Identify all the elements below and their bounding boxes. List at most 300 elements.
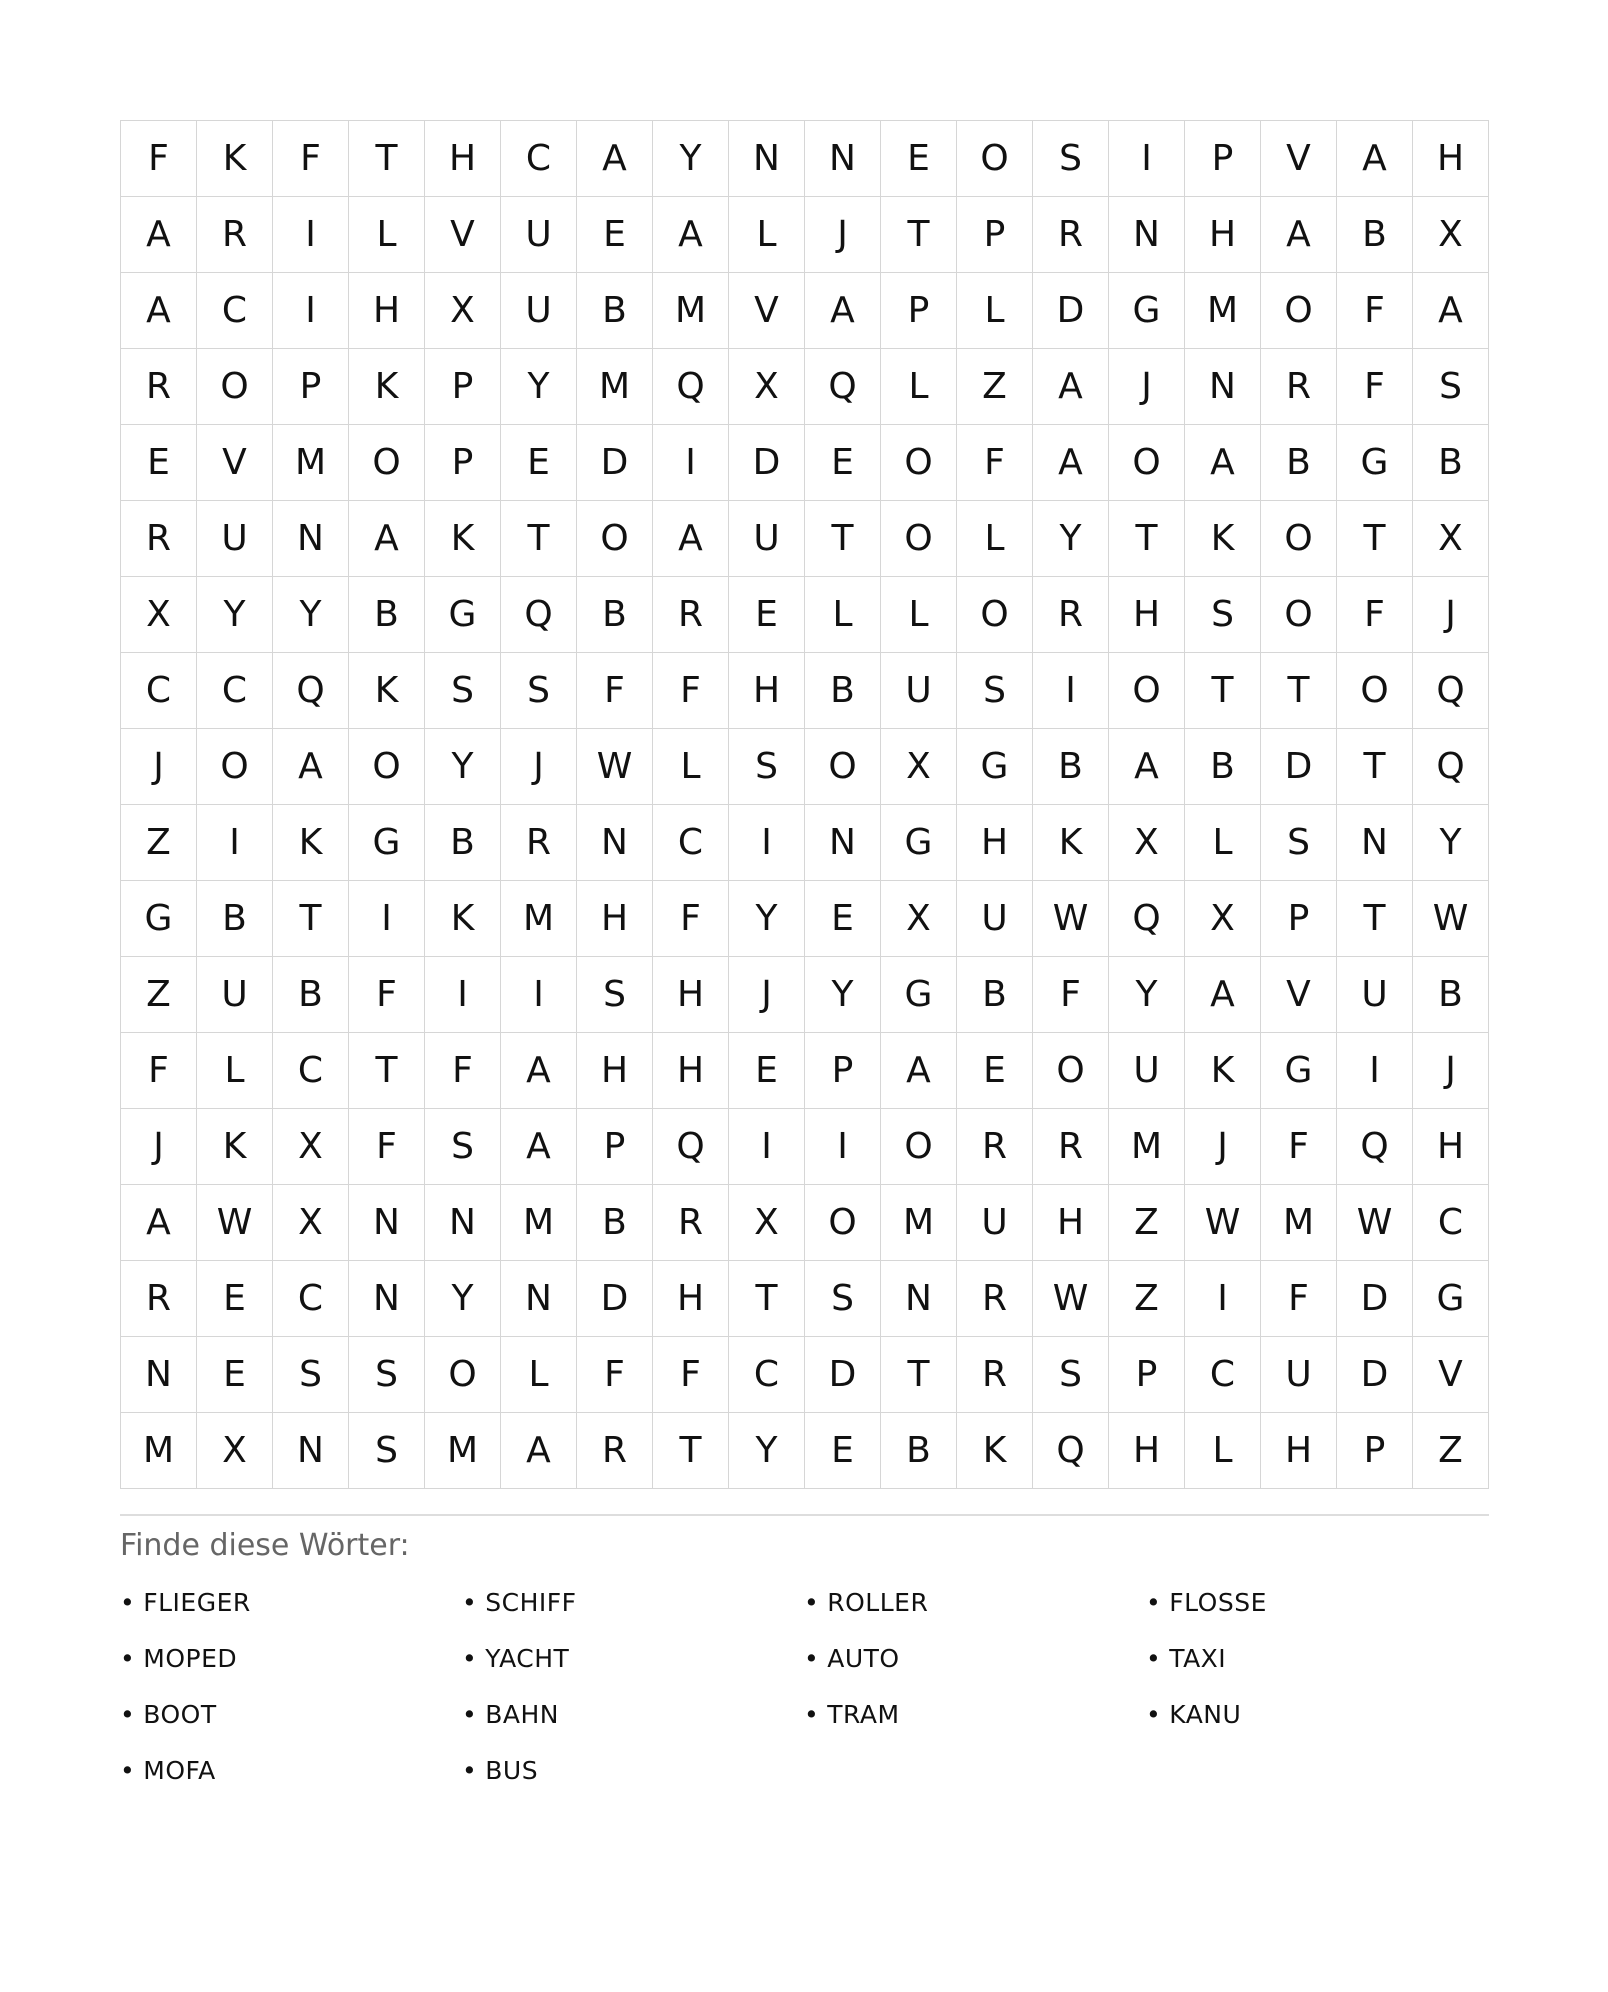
grid-cell[interactable]: F — [273, 121, 349, 197]
grid-cell[interactable]: F — [1261, 1109, 1337, 1185]
grid-cell[interactable]: V — [1413, 1337, 1489, 1413]
grid-cell[interactable]: F — [1261, 1261, 1337, 1337]
grid-cell[interactable]: O — [349, 729, 425, 805]
grid-cell[interactable]: D — [577, 425, 653, 501]
grid-cell[interactable]: Y — [273, 577, 349, 653]
grid-cell[interactable]: I — [1185, 1261, 1261, 1337]
grid-cell[interactable]: L — [729, 197, 805, 273]
grid-cell[interactable]: A — [501, 1413, 577, 1489]
grid-cell[interactable]: P — [273, 349, 349, 425]
grid-cell[interactable]: N — [349, 1261, 425, 1337]
grid-cell[interactable]: A — [349, 501, 425, 577]
grid-cell[interactable]: B — [1261, 425, 1337, 501]
grid-cell[interactable]: E — [881, 121, 957, 197]
grid-cell[interactable]: R — [957, 1109, 1033, 1185]
grid-cell[interactable]: Q — [1033, 1413, 1109, 1489]
grid-cell[interactable]: O — [1033, 1033, 1109, 1109]
grid-cell[interactable]: W — [1413, 881, 1489, 957]
grid-cell[interactable]: S — [1413, 349, 1489, 425]
grid-cell[interactable]: U — [501, 273, 577, 349]
grid-cell[interactable]: K — [1033, 805, 1109, 881]
grid-cell[interactable]: B — [881, 1413, 957, 1489]
grid-cell[interactable]: B — [957, 957, 1033, 1033]
grid-cell[interactable]: H — [577, 881, 653, 957]
grid-cell[interactable]: R — [121, 501, 197, 577]
grid-cell[interactable]: M — [1261, 1185, 1337, 1261]
grid-cell[interactable]: N — [805, 121, 881, 197]
grid-cell[interactable]: Q — [653, 349, 729, 425]
grid-cell[interactable]: H — [729, 653, 805, 729]
grid-cell[interactable]: R — [1033, 1109, 1109, 1185]
grid-cell[interactable]: G — [349, 805, 425, 881]
grid-cell[interactable]: I — [273, 197, 349, 273]
grid-cell[interactable]: J — [121, 729, 197, 805]
grid-cell[interactable]: C — [273, 1033, 349, 1109]
grid-cell[interactable]: N — [729, 121, 805, 197]
grid-cell[interactable]: G — [881, 805, 957, 881]
grid-cell[interactable]: J — [1185, 1109, 1261, 1185]
grid-cell[interactable]: F — [349, 1109, 425, 1185]
grid-cell[interactable]: U — [1261, 1337, 1337, 1413]
grid-cell[interactable]: E — [729, 577, 805, 653]
grid-cell[interactable]: F — [653, 881, 729, 957]
grid-cell[interactable]: S — [577, 957, 653, 1033]
grid-cell[interactable]: N — [1109, 197, 1185, 273]
grid-cell[interactable]: T — [1337, 729, 1413, 805]
grid-cell[interactable]: I — [425, 957, 501, 1033]
grid-cell[interactable]: K — [425, 501, 501, 577]
grid-cell[interactable]: B — [577, 1185, 653, 1261]
grid-cell[interactable]: A — [273, 729, 349, 805]
grid-cell[interactable]: K — [197, 121, 273, 197]
grid-cell[interactable]: O — [1261, 501, 1337, 577]
grid-cell[interactable]: K — [957, 1413, 1033, 1489]
grid-cell[interactable]: Q — [1337, 1109, 1413, 1185]
grid-cell[interactable]: P — [425, 349, 501, 425]
grid-cell[interactable]: T — [273, 881, 349, 957]
grid-cell[interactable]: W — [577, 729, 653, 805]
grid-cell[interactable]: Q — [653, 1109, 729, 1185]
grid-cell[interactable]: J — [729, 957, 805, 1033]
grid-cell[interactable]: H — [957, 805, 1033, 881]
grid-cell[interactable]: R — [1033, 577, 1109, 653]
grid-cell[interactable]: O — [1109, 425, 1185, 501]
grid-cell[interactable]: C — [197, 273, 273, 349]
grid-cell[interactable]: E — [197, 1337, 273, 1413]
grid-cell[interactable]: O — [1261, 273, 1337, 349]
grid-cell[interactable]: U — [197, 957, 273, 1033]
grid-cell[interactable]: I — [273, 273, 349, 349]
grid-cell[interactable]: L — [1185, 1413, 1261, 1489]
grid-cell[interactable]: F — [653, 653, 729, 729]
grid-cell[interactable]: Q — [805, 349, 881, 425]
grid-cell[interactable]: A — [1109, 729, 1185, 805]
grid-cell[interactable]: A — [1261, 197, 1337, 273]
grid-cell[interactable]: A — [1185, 957, 1261, 1033]
grid-cell[interactable]: O — [1337, 653, 1413, 729]
grid-cell[interactable]: M — [425, 1413, 501, 1489]
grid-cell[interactable]: L — [805, 577, 881, 653]
grid-cell[interactable]: C — [197, 653, 273, 729]
grid-cell[interactable]: J — [121, 1109, 197, 1185]
grid-cell[interactable]: R — [121, 349, 197, 425]
grid-cell[interactable]: Z — [121, 957, 197, 1033]
grid-cell[interactable]: I — [501, 957, 577, 1033]
grid-cell[interactable]: A — [577, 121, 653, 197]
grid-cell[interactable]: V — [425, 197, 501, 273]
grid-cell[interactable]: Z — [1109, 1185, 1185, 1261]
grid-cell[interactable]: L — [881, 349, 957, 425]
grid-cell[interactable]: F — [121, 1033, 197, 1109]
grid-cell[interactable]: Y — [501, 349, 577, 425]
grid-cell[interactable]: T — [1261, 653, 1337, 729]
grid-cell[interactable]: B — [1413, 957, 1489, 1033]
grid-cell[interactable]: F — [1033, 957, 1109, 1033]
grid-cell[interactable]: L — [957, 273, 1033, 349]
grid-cell[interactable]: S — [1261, 805, 1337, 881]
grid-cell[interactable]: Y — [729, 881, 805, 957]
grid-cell[interactable]: B — [1185, 729, 1261, 805]
grid-cell[interactable]: X — [1109, 805, 1185, 881]
grid-cell[interactable]: N — [1185, 349, 1261, 425]
grid-cell[interactable]: F — [1337, 349, 1413, 425]
grid-cell[interactable]: R — [501, 805, 577, 881]
grid-cell[interactable]: W — [1033, 881, 1109, 957]
grid-cell[interactable]: I — [653, 425, 729, 501]
grid-cell[interactable]: K — [425, 881, 501, 957]
grid-cell[interactable]: H — [1185, 197, 1261, 273]
grid-cell[interactable]: L — [653, 729, 729, 805]
grid-cell[interactable]: A — [121, 1185, 197, 1261]
grid-cell[interactable]: P — [805, 1033, 881, 1109]
grid-cell[interactable]: N — [349, 1185, 425, 1261]
grid-cell[interactable]: Y — [1033, 501, 1109, 577]
grid-cell[interactable]: H — [653, 1033, 729, 1109]
grid-cell[interactable]: T — [1109, 501, 1185, 577]
grid-cell[interactable]: M — [653, 273, 729, 349]
grid-cell[interactable]: K — [197, 1109, 273, 1185]
grid-cell[interactable]: P — [425, 425, 501, 501]
grid-cell[interactable]: V — [197, 425, 273, 501]
grid-cell[interactable]: N — [425, 1185, 501, 1261]
grid-cell[interactable]: M — [1185, 273, 1261, 349]
grid-cell[interactable]: T — [501, 501, 577, 577]
grid-cell[interactable]: Y — [653, 121, 729, 197]
grid-cell[interactable]: I — [197, 805, 273, 881]
grid-cell[interactable]: J — [1413, 1033, 1489, 1109]
grid-cell[interactable]: Q — [273, 653, 349, 729]
grid-cell[interactable]: M — [273, 425, 349, 501]
grid-cell[interactable]: A — [121, 197, 197, 273]
grid-cell[interactable]: C — [729, 1337, 805, 1413]
grid-cell[interactable]: O — [881, 425, 957, 501]
grid-cell[interactable]: H — [1413, 121, 1489, 197]
grid-cell[interactable]: B — [577, 577, 653, 653]
grid-cell[interactable]: N — [273, 501, 349, 577]
grid-cell[interactable]: X — [729, 1185, 805, 1261]
grid-cell[interactable]: G — [1109, 273, 1185, 349]
grid-cell[interactable]: D — [577, 1261, 653, 1337]
grid-cell[interactable]: K — [273, 805, 349, 881]
grid-cell[interactable]: U — [501, 197, 577, 273]
grid-cell[interactable]: B — [577, 273, 653, 349]
grid-cell[interactable]: N — [577, 805, 653, 881]
grid-cell[interactable]: I — [1337, 1033, 1413, 1109]
grid-cell[interactable]: Y — [1413, 805, 1489, 881]
grid-cell[interactable]: X — [729, 349, 805, 425]
grid-cell[interactable]: T — [805, 501, 881, 577]
grid-cell[interactable]: E — [501, 425, 577, 501]
grid-cell[interactable]: Z — [957, 349, 1033, 425]
grid-cell[interactable]: H — [577, 1033, 653, 1109]
grid-cell[interactable]: A — [1033, 425, 1109, 501]
grid-cell[interactable]: Y — [805, 957, 881, 1033]
grid-cell[interactable]: I — [349, 881, 425, 957]
grid-cell[interactable]: F — [653, 1337, 729, 1413]
grid-cell[interactable]: T — [349, 1033, 425, 1109]
grid-cell[interactable]: E — [805, 881, 881, 957]
grid-cell[interactable]: G — [121, 881, 197, 957]
grid-cell[interactable]: W — [1337, 1185, 1413, 1261]
grid-cell[interactable]: R — [653, 577, 729, 653]
grid-cell[interactable]: X — [273, 1185, 349, 1261]
grid-cell[interactable]: S — [349, 1337, 425, 1413]
grid-cell[interactable]: F — [425, 1033, 501, 1109]
grid-cell[interactable]: J — [805, 197, 881, 273]
grid-cell[interactable]: B — [197, 881, 273, 957]
grid-cell[interactable]: O — [1261, 577, 1337, 653]
grid-cell[interactable]: T — [1337, 881, 1413, 957]
grid-cell[interactable]: R — [1033, 197, 1109, 273]
grid-cell[interactable]: I — [805, 1109, 881, 1185]
grid-cell[interactable]: X — [1185, 881, 1261, 957]
grid-cell[interactable]: C — [1185, 1337, 1261, 1413]
grid-cell[interactable]: S — [1033, 121, 1109, 197]
grid-cell[interactable]: A — [1033, 349, 1109, 425]
grid-cell[interactable]: P — [957, 197, 1033, 273]
grid-cell[interactable]: M — [121, 1413, 197, 1489]
grid-cell[interactable]: A — [1185, 425, 1261, 501]
grid-cell[interactable]: F — [121, 121, 197, 197]
grid-cell[interactable]: D — [729, 425, 805, 501]
grid-cell[interactable]: Q — [1413, 729, 1489, 805]
grid-cell[interactable]: R — [1261, 349, 1337, 425]
grid-cell[interactable]: Q — [1413, 653, 1489, 729]
grid-cell[interactable]: Y — [1109, 957, 1185, 1033]
grid-cell[interactable]: A — [1337, 121, 1413, 197]
grid-cell[interactable]: O — [957, 577, 1033, 653]
grid-cell[interactable]: O — [805, 1185, 881, 1261]
grid-cell[interactable]: O — [197, 349, 273, 425]
grid-cell[interactable]: X — [197, 1413, 273, 1489]
grid-cell[interactable]: S — [501, 653, 577, 729]
grid-cell[interactable]: X — [425, 273, 501, 349]
grid-cell[interactable]: O — [957, 121, 1033, 197]
grid-cell[interactable]: M — [501, 881, 577, 957]
grid-cell[interactable]: O — [425, 1337, 501, 1413]
grid-cell[interactable]: L — [197, 1033, 273, 1109]
grid-cell[interactable]: N — [121, 1337, 197, 1413]
grid-cell[interactable]: Y — [729, 1413, 805, 1489]
grid-cell[interactable]: O — [805, 729, 881, 805]
grid-cell[interactable]: O — [881, 501, 957, 577]
grid-cell[interactable]: P — [1109, 1337, 1185, 1413]
grid-cell[interactable]: W — [1185, 1185, 1261, 1261]
grid-cell[interactable]: W — [1033, 1261, 1109, 1337]
grid-cell[interactable]: C — [1413, 1185, 1489, 1261]
grid-cell[interactable]: T — [653, 1413, 729, 1489]
grid-cell[interactable]: E — [805, 1413, 881, 1489]
grid-cell[interactable]: R — [653, 1185, 729, 1261]
grid-cell[interactable]: S — [425, 653, 501, 729]
grid-cell[interactable]: B — [1337, 197, 1413, 273]
grid-cell[interactable]: F — [349, 957, 425, 1033]
grid-cell[interactable]: H — [1413, 1109, 1489, 1185]
grid-cell[interactable]: T — [881, 1337, 957, 1413]
grid-cell[interactable]: R — [957, 1337, 1033, 1413]
grid-cell[interactable]: E — [197, 1261, 273, 1337]
grid-cell[interactable]: M — [1109, 1109, 1185, 1185]
grid-cell[interactable]: C — [121, 653, 197, 729]
grid-cell[interactable]: N — [881, 1261, 957, 1337]
grid-cell[interactable]: I — [1033, 653, 1109, 729]
grid-cell[interactable]: R — [121, 1261, 197, 1337]
grid-cell[interactable]: D — [1337, 1261, 1413, 1337]
grid-cell[interactable]: H — [425, 121, 501, 197]
grid-cell[interactable]: O — [1109, 653, 1185, 729]
grid-cell[interactable]: B — [1413, 425, 1489, 501]
grid-cell[interactable]: T — [349, 121, 425, 197]
grid-cell[interactable]: A — [501, 1109, 577, 1185]
grid-cell[interactable]: H — [653, 957, 729, 1033]
grid-cell[interactable]: G — [1337, 425, 1413, 501]
grid-cell[interactable]: T — [1337, 501, 1413, 577]
grid-cell[interactable]: Y — [425, 729, 501, 805]
grid-cell[interactable]: C — [653, 805, 729, 881]
grid-cell[interactable]: M — [501, 1185, 577, 1261]
grid-cell[interactable]: C — [501, 121, 577, 197]
grid-cell[interactable]: G — [1413, 1261, 1489, 1337]
grid-cell[interactable]: I — [729, 1109, 805, 1185]
grid-cell[interactable]: H — [653, 1261, 729, 1337]
grid-cell[interactable]: Y — [425, 1261, 501, 1337]
grid-cell[interactable]: H — [1109, 577, 1185, 653]
grid-cell[interactable]: S — [273, 1337, 349, 1413]
grid-cell[interactable]: V — [1261, 957, 1337, 1033]
grid-cell[interactable]: E — [121, 425, 197, 501]
grid-cell[interactable]: J — [501, 729, 577, 805]
grid-cell[interactable]: S — [1185, 577, 1261, 653]
grid-cell[interactable]: N — [273, 1413, 349, 1489]
grid-cell[interactable]: A — [1413, 273, 1489, 349]
grid-cell[interactable]: C — [273, 1261, 349, 1337]
grid-cell[interactable]: A — [653, 197, 729, 273]
grid-cell[interactable]: F — [577, 1337, 653, 1413]
grid-cell[interactable]: X — [881, 729, 957, 805]
grid-cell[interactable]: U — [957, 881, 1033, 957]
grid-cell[interactable]: K — [349, 349, 425, 425]
grid-cell[interactable]: A — [653, 501, 729, 577]
grid-cell[interactable]: L — [957, 501, 1033, 577]
grid-cell[interactable]: A — [501, 1033, 577, 1109]
grid-cell[interactable]: A — [121, 273, 197, 349]
grid-cell[interactable]: S — [729, 729, 805, 805]
grid-cell[interactable]: P — [577, 1109, 653, 1185]
grid-cell[interactable]: J — [1109, 349, 1185, 425]
grid-cell[interactable]: P — [881, 273, 957, 349]
grid-cell[interactable]: X — [121, 577, 197, 653]
grid-cell[interactable]: Q — [501, 577, 577, 653]
grid-cell[interactable]: G — [957, 729, 1033, 805]
grid-cell[interactable]: L — [881, 577, 957, 653]
grid-cell[interactable]: H — [1109, 1413, 1185, 1489]
grid-cell[interactable]: L — [501, 1337, 577, 1413]
grid-cell[interactable]: P — [1337, 1413, 1413, 1489]
grid-cell[interactable]: S — [957, 653, 1033, 729]
grid-cell[interactable]: N — [501, 1261, 577, 1337]
grid-cell[interactable]: B — [1033, 729, 1109, 805]
grid-cell[interactable]: A — [881, 1033, 957, 1109]
grid-cell[interactable]: P — [1185, 121, 1261, 197]
grid-cell[interactable]: I — [729, 805, 805, 881]
grid-cell[interactable]: B — [273, 957, 349, 1033]
grid-cell[interactable]: U — [729, 501, 805, 577]
grid-cell[interactable]: I — [1109, 121, 1185, 197]
grid-cell[interactable]: U — [957, 1185, 1033, 1261]
grid-cell[interactable]: M — [881, 1185, 957, 1261]
grid-cell[interactable]: E — [577, 197, 653, 273]
grid-cell[interactable]: X — [273, 1109, 349, 1185]
grid-cell[interactable]: O — [349, 425, 425, 501]
grid-cell[interactable]: F — [957, 425, 1033, 501]
grid-cell[interactable]: V — [1261, 121, 1337, 197]
grid-cell[interactable]: F — [1337, 273, 1413, 349]
grid-cell[interactable]: D — [805, 1337, 881, 1413]
grid-cell[interactable]: R — [957, 1261, 1033, 1337]
grid-cell[interactable]: O — [881, 1109, 957, 1185]
grid-cell[interactable]: K — [1185, 1033, 1261, 1109]
grid-cell[interactable]: Q — [1109, 881, 1185, 957]
grid-cell[interactable]: S — [805, 1261, 881, 1337]
grid-cell[interactable]: B — [349, 577, 425, 653]
grid-cell[interactable]: S — [425, 1109, 501, 1185]
grid-cell[interactable]: D — [1261, 729, 1337, 805]
grid-cell[interactable]: W — [197, 1185, 273, 1261]
grid-cell[interactable]: U — [197, 501, 273, 577]
grid-cell[interactable]: P — [1261, 881, 1337, 957]
grid-cell[interactable]: Z — [121, 805, 197, 881]
grid-cell[interactable]: X — [1413, 197, 1489, 273]
grid-cell[interactable]: B — [425, 805, 501, 881]
grid-cell[interactable]: Z — [1413, 1413, 1489, 1489]
grid-cell[interactable]: H — [349, 273, 425, 349]
grid-cell[interactable]: F — [577, 653, 653, 729]
grid-cell[interactable]: E — [729, 1033, 805, 1109]
grid-cell[interactable]: U — [1109, 1033, 1185, 1109]
grid-cell[interactable]: O — [577, 501, 653, 577]
grid-cell[interactable]: N — [1337, 805, 1413, 881]
grid-cell[interactable]: U — [1337, 957, 1413, 1033]
grid-cell[interactable]: S — [1033, 1337, 1109, 1413]
grid-cell[interactable]: M — [577, 349, 653, 425]
grid-cell[interactable]: K — [1185, 501, 1261, 577]
grid-cell[interactable]: H — [1033, 1185, 1109, 1261]
grid-cell[interactable]: G — [881, 957, 957, 1033]
grid-cell[interactable]: X — [1413, 501, 1489, 577]
grid-cell[interactable]: E — [805, 425, 881, 501]
grid-cell[interactable]: L — [349, 197, 425, 273]
grid-cell[interactable]: D — [1337, 1337, 1413, 1413]
